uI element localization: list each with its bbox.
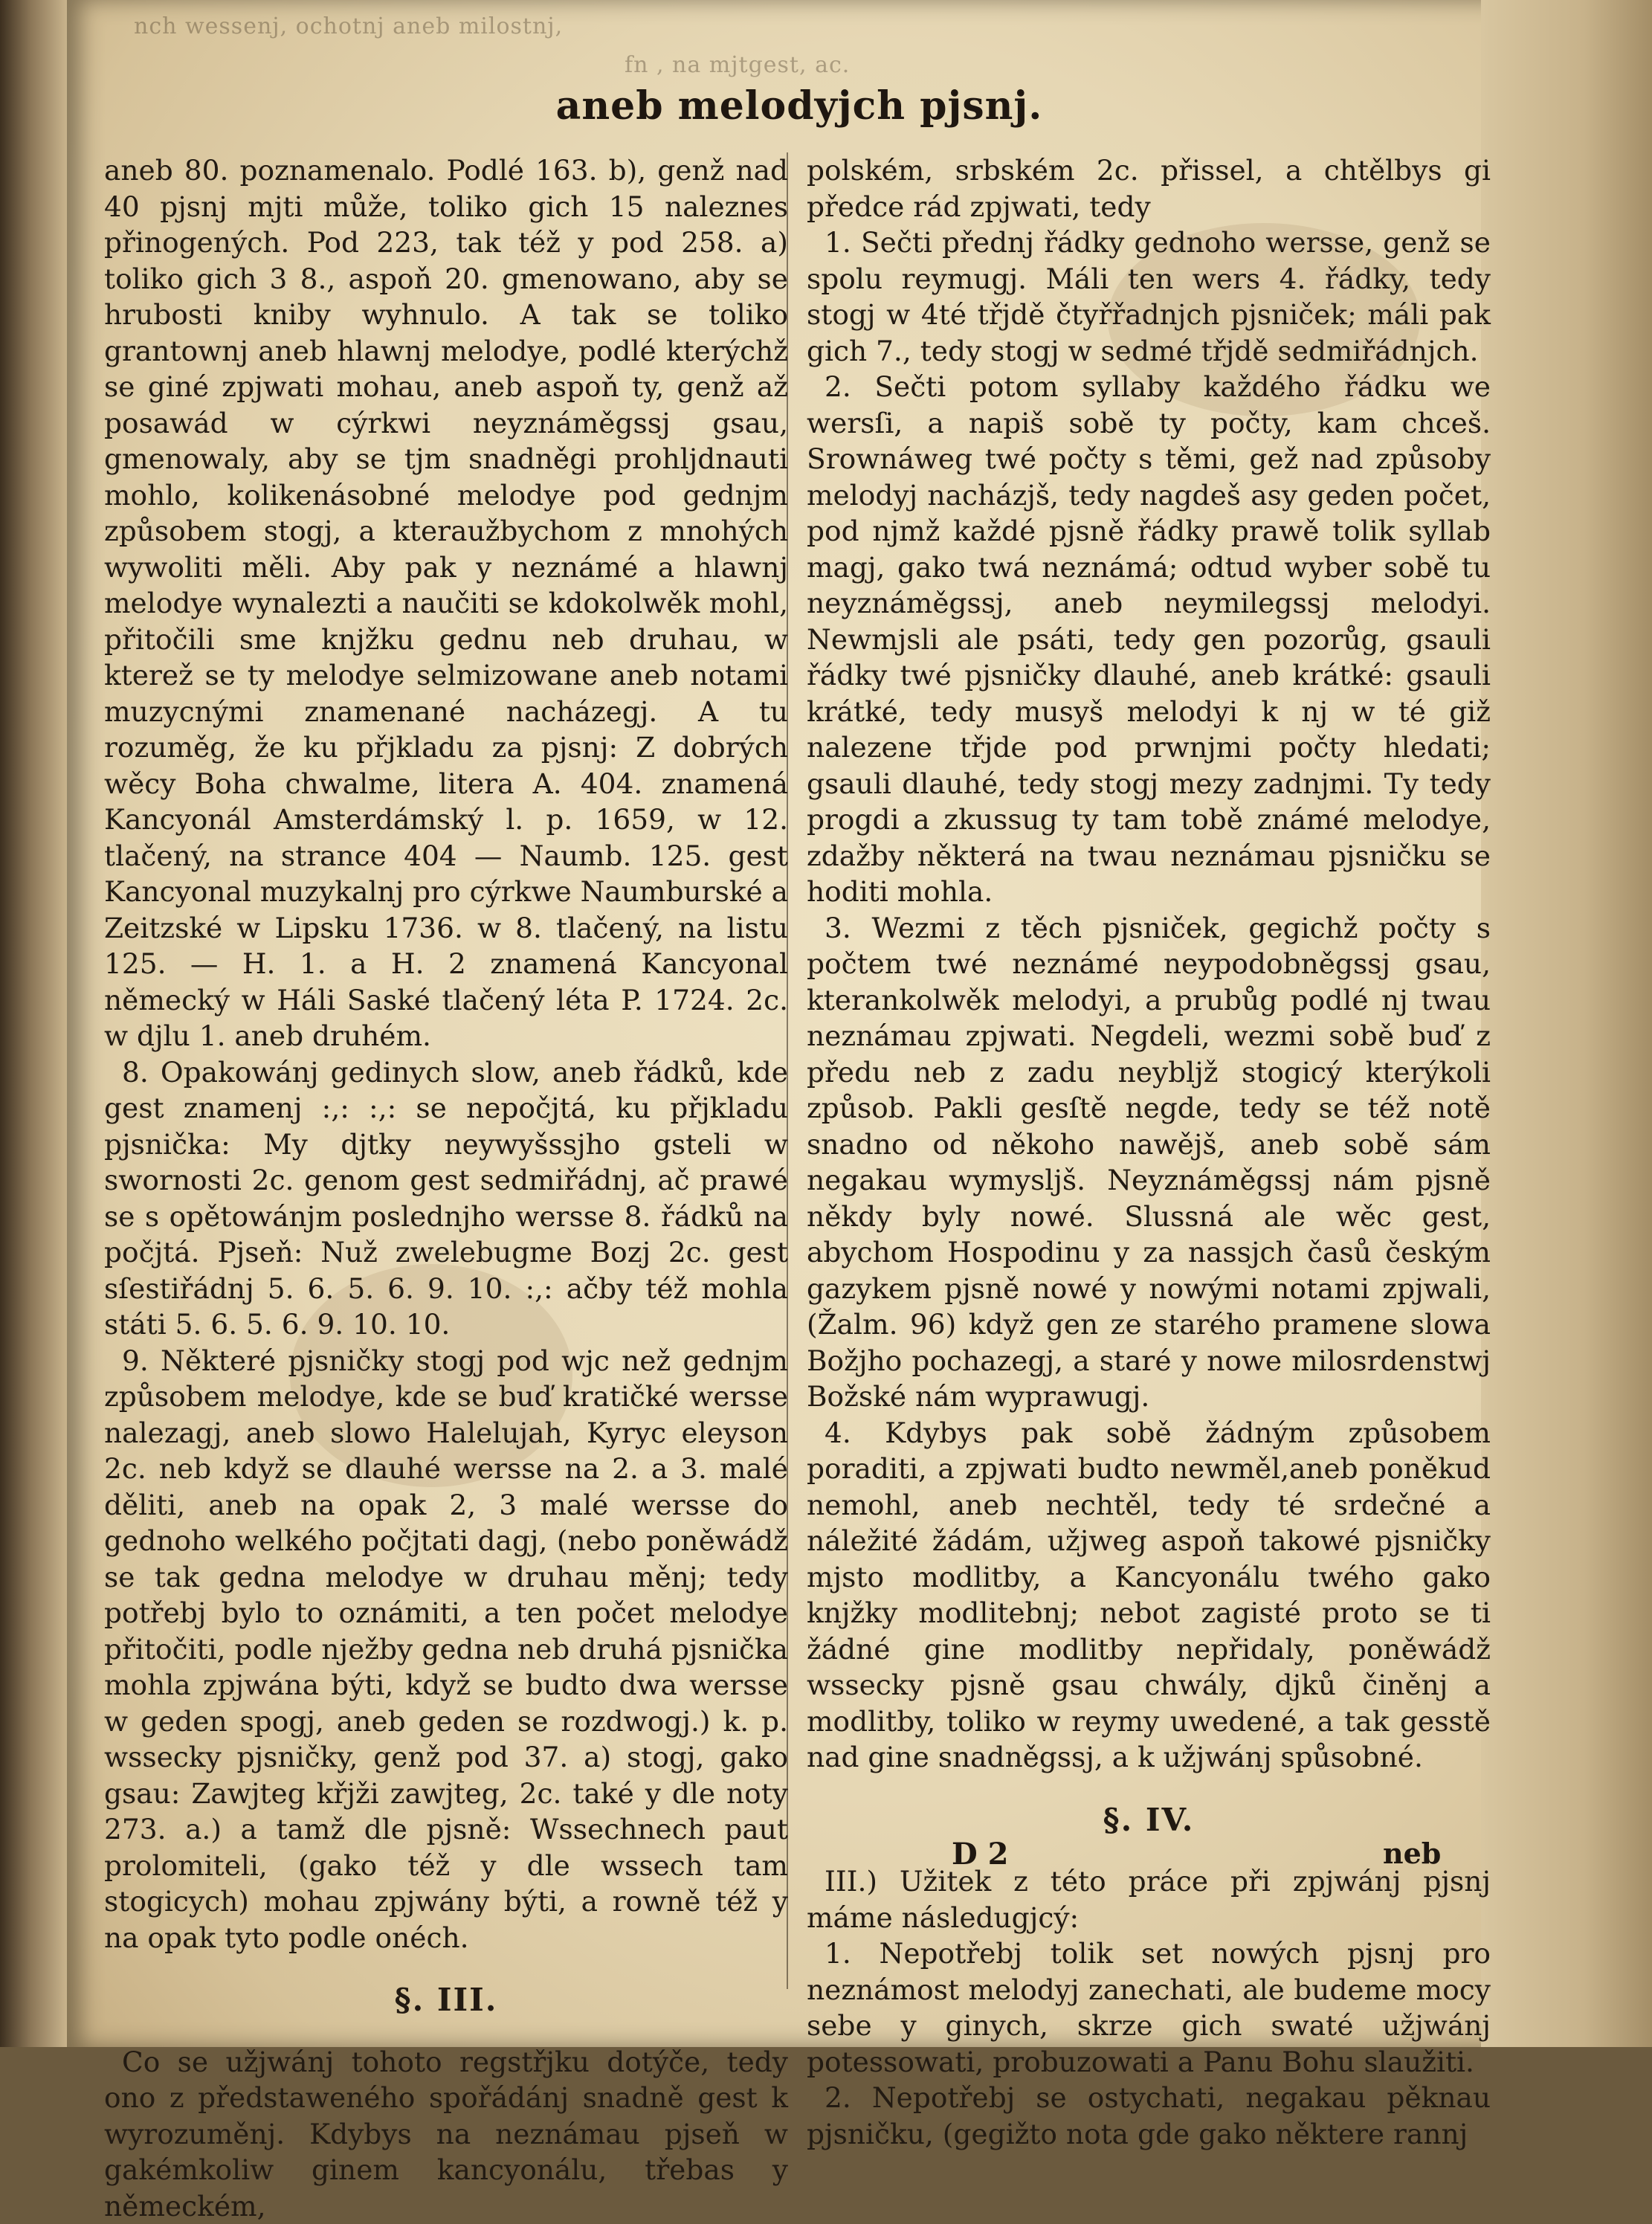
running-head: aneb melodyjch pjsnj. bbox=[0, 83, 1598, 129]
bleed-through-text: fn , na mjtgest, ac. bbox=[625, 52, 850, 78]
paragraph: 9. Některé pjsničky stogj pod wjc než gednjm způsobem melodye, kde se buď kratičké wersse nalezagj, aneb slowo Halelujah, Kyryc eleyson 2c. neb když se dlauhé wersse na 2. a 3. malé děliti, aneb na opak 2, 3 malé wersse do gednoho welkého počjtati dagj, (nebo poněwádž se tak gedna melodye w druhau měnj; tedy potřebj bylo to oznámiti, a ten počet melodye přitočiti, podle nježby gedna neb druhá pjsnička mohla zpjwána býti, když se budto dwa wersse w geden spogj, aneb geden se rozdwogj.) k. p. wssecky pjsničky, genž pod 37. a) stogj, gako gsau: Zawjteg křjži zawjteg, 2c. také y dle noty 273. a.) a tamž dle pjsně: Wssechnech paut prolomiteli, (gako též y dle wssech tam stogicych) mohau zpjwány býti, a rowně též y na opak tyto podle onéch. bbox=[104, 1343, 788, 1956]
paragraph: 2. Sečti potom syllaby každého řádku we wersſi, a napiš sobě ty počty, kam chceš. Srownáweg twé počty s těmi, gež nad způsoby melodyj nacházjš, tedy nagdeš asy geden počet, pod njmž každé pjsně řádky prawě tolik syllab magj, gako twá neznámá; odtud wyber sobě tu neyznáměgssj, aneb neymilegssj melodyi. Newmjsli ale psáti, tedy gen pozorůg, gsauli řádky twé pjsničky dlauhé, aneb krátké: gsauli krátké, tedy musyš melodyi k nj w té giž nalezene třjde pod prwnjmi počty hledati; gsauli dlauhé, tedy stogj mezy zadnjmi. Ty tedy progdi a zkussug ty tam tobě známé melodye, zdažby některá na twau neznámau pjsničku se hoditi mohla. bbox=[807, 369, 1491, 910]
paragraph: 4. Kdybys pak sobě žádným způsobem poraditi, a zpjwati budto newměl,aneb poněkud nemohl, aneb nechtěl, tedy té srdečné a náležité žádám, užjweg aspoň takowé pjsničky mjsto modlitby, a Kancyonálu twého gako knjžky modlitebnj; nebot zagisté proto se ti žádné gine modlitby nepřidaly, poněwádž wssecky pjsně gsau chwály, djků činěnj a modlitby, toliko w reymy uwedené, a tak gesstě nad gine snadněgssj, a k užjwánj spůsobné. bbox=[807, 1415, 1491, 1776]
previous-page-edge bbox=[0, 0, 67, 2047]
paragraph: Co se užjwánj tohoto regstřjku dotýče, tedy ono z předstaweného spořádánj snadně gest k wyrozuměnj. Kdybys na neznámau pjseň w gakémkoliw ginem kancyonálu, třebas y německém, bbox=[104, 2044, 788, 2224]
next-page-edge bbox=[1481, 0, 1652, 2047]
signature-mark: D 2 bbox=[952, 1837, 1008, 1872]
section-heading: §. III. bbox=[104, 1982, 788, 2019]
catchword: neb bbox=[1383, 1837, 1441, 1870]
paragraph: 8. Opakowánj gedinych slow, aneb řádků, kde gest znamenj :,: :,: se nepočjtá, ku přjkladu pjsnička: My djtky neywyšssjho gsteli w swornosti 2c. genom gest sedmiřádnj, ač prawé se s opětowánjm poslednjho wersse 8. řádků na počjtá. Pjseň: Nuž zwelebugme Bozj 2c. gest sſestiřádnj 5. 6. 5. 6. 9. 10. :,: ačby též mohla státi 5. 6. 5. 6. 9. 10. 10. bbox=[104, 1054, 788, 1343]
paragraph: aneb 80. poznamenalo. Podlé 163. b), genž nad 40 pjsnj mjti může, toliko gich 15 naleznes přinogených. Pod 223, tak též y pod 258. a) toliko gich 3 8., aspoň 20. gmenowano, aby se hrubosti kniby wyhnulo. A tak se toliko grantownj aneb hlawnj melodye, podlé kterýchž se giné zpjwati mohau, aneb aspoň ty, genž až posawád w cýrkwi neyznáměgssj gsau, gmenowaly, aby se tjm snadněgi prohljdnauti mohlo, kolikenásobné melodye pod gednjm způsobem stogj, a kteraužbychom z mnohých wywoliti měli. Aby pak y neznámé a hlawnj melodye wynalezti a naučiti se kdokolwěk mohl, přitočili sme knjžku gednu neb druhau, w kterež se ty melodye selmizowane aneb notami muzycnými znamenané nacházegj. A tu rozuměg, že ku přjkladu za pjsnj: Z dobrých wěcy Boha chwalme, litera A. 404. znamená Kancyonál Amsterdámský l. p. 1659, w 12. tlačený, na strance 404 — Naumb. 125. gest Kancyonal muzykalnj pro cýrkwe Naumburské a Zeitzské w Lipsku 1736. w 8. tlačený, na listu 125. — H. 1. a H. 2 znamená Kancyonal německý w Háli Saské tlačený léta P. 1724. 2c. w djlu 1. aneb druhém. bbox=[104, 152, 788, 1054]
left-column bbox=[104, 152, 788, 2224]
paragraph: 1. Nepotřebj tolik set nowých pjsnj pro neznámost melodyj zanechati, ale budeme mocy sebe y ginych, skrze gich swaté užjwánj potessowati, probuzowati a Panu Bohu slaužiti. bbox=[807, 1935, 1491, 2080]
paragraph: 3. Wezmi z těch pjsniček, gegichž počty s počtem twé neznámé neypodobněgssj gsau, kterankolwěk melodyi, a prubůg podlé nj twau neznámau zpjwati. Negdeli, wezmi sobě buď z předu neb z zadu neybljž stogicý kterýkoli způsob. Pakli gesſtě negde, tedy se též notě snadno od někoho nawějš, aneb sobě sám negakau wymysljš. Neyznáměgssj nám pjsně někdy byly nowé. Slussná ale wěc gest, abychom Hospodinu y za nassjch časů českým gazykem pjsně nowé y nowými notami zpjwali, (Žalm. 96) když gen ze starého pramene slowa Božjho pochazegj, a staré y nowe milosrdenstwj Božské nám wyprawugj. bbox=[807, 910, 1491, 1415]
paragraph: polském, srbském 2c. přissel, a chtělbys gi předce rád zpjwati, tedy bbox=[807, 152, 1491, 225]
bleed-through-text: nch wessenj, ochotnj aneb milostnj, bbox=[134, 13, 563, 39]
paragraph: III.) Užitek z této práce při zpjwánj pjsnj máme následugjcý: bbox=[807, 1863, 1491, 1935]
paragraph: 1. Sečti přednj řádky gednoho wersse, genž se spolu reymugj. Máli ten wers 4. řádky, tedy stogj w 4té třjdě čtyřřadnjch pjsniček; máli pak gich 7., tedy stogj w sedmé třjdě sedmiřádnjch. bbox=[807, 225, 1491, 369]
section-heading: §. IV. bbox=[807, 1802, 1491, 1839]
paragraph: 2. Nepotřebj se ostychati, negakau pěknau pjsničku, (gegižto nota gde gako některe rannj bbox=[807, 2080, 1491, 2152]
